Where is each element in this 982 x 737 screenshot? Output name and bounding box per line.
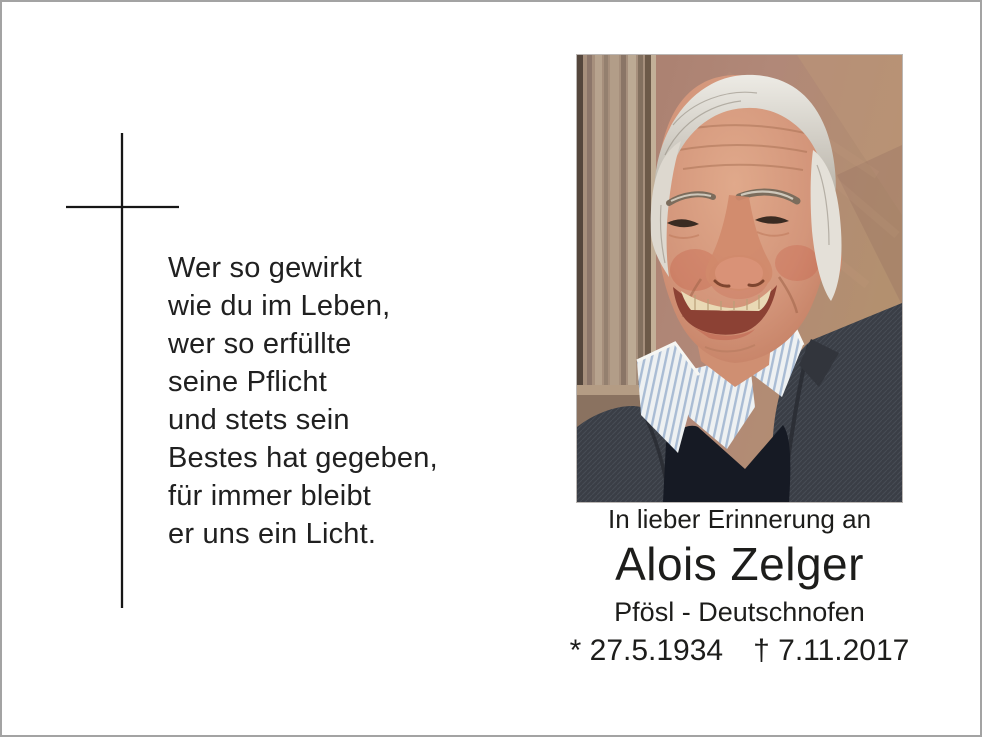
poem-line: Bestes hat gegeben, [168, 442, 438, 474]
poem-line: Wer so gewirkt [168, 252, 363, 284]
birth-date: * 27.5.1934 [569, 634, 724, 667]
place-line: Pfösl - Deutschnofen [614, 597, 865, 627]
cross-icon [64, 131, 182, 611]
memorial-intro: In lieber Erinnerung an [607, 504, 872, 534]
deceased-name: Alois Zelger [615, 538, 864, 590]
death-date: † 7.11.2017 [753, 634, 910, 667]
poem-line: wie du im Leben, [168, 290, 391, 322]
poem-line: und stets sein [168, 404, 350, 436]
poem-line: wer so erfüllte [168, 328, 352, 360]
poem-text [168, 249, 438, 553]
life-dates [562, 632, 917, 670]
portrait-photo [577, 55, 902, 502]
poem-line: seine Pflicht [168, 366, 327, 398]
poem-line: für immer bleibt [168, 480, 372, 512]
poem-line: er uns ein Licht. [168, 518, 377, 550]
portrait-photo-image [577, 55, 902, 502]
